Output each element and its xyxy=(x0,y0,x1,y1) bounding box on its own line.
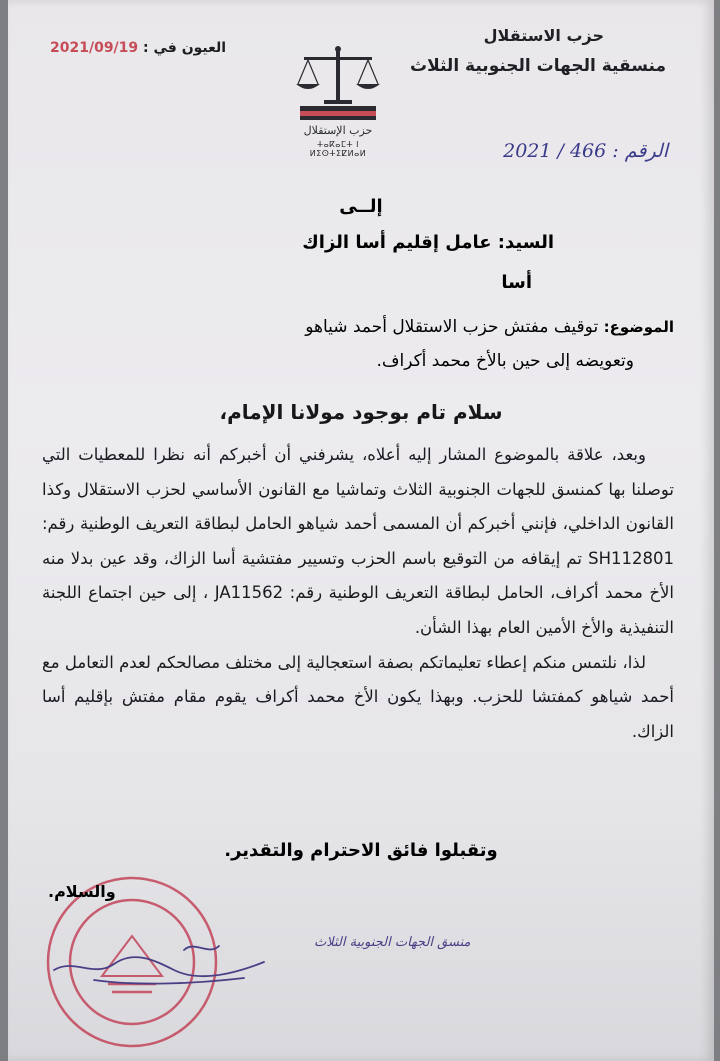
subject-block xyxy=(114,310,674,378)
greeting: سلام تام بوجود مولانا الإمام، xyxy=(219,400,503,424)
subject-label: الموضوع: xyxy=(603,318,674,336)
date-label: العيون في : xyxy=(143,40,227,56)
party-name: حزب الاستقلال xyxy=(483,26,604,45)
signature xyxy=(34,920,471,990)
recipient-name: السيد: عامل إقليم أسا الزاك xyxy=(302,232,554,253)
letter-sheet xyxy=(8,0,714,1061)
closing-line: وتقبلوا فائق الاحترام والتقدير. xyxy=(224,840,498,861)
logo-name-tifinagh: ⵜⴰⴽⴰⵎⵜ ⵏ ⵍⵉⵙⵜⵉⵇⵍⴰⵍ xyxy=(309,140,367,158)
body-paragraph-1: وبعد، علاقة بالموضوع المشار إليه أعلاه، يشرفني أن أخبركم أنه نظرا للمعطيات التي توصلنا بها كمنسق للجهات الجنوبية الثلاث وتماشيا مع القانون الأساسي لحزب الاستقلال وكذا القانون الداخلي، فإنني أخبركم أن المسمى أحمد شياهو الحامل لبطاقة التعريف الوطنية رقم: SH112801 تم إيقافه من التوقيع باسم الحزب وتسيير مفتشية أسا الزاك، وقد عين بدلا منه الأخ محمد أكراف، الحامل لبطاقة التعريف الوطنية رقم: JA11562 ، إلى حين اجتماع اللجنة التنفيذية والأخ الأمين العام بهذا الشأن. xyxy=(42,445,674,637)
body-paragraph-2: لذا، نلتمس منكم إعطاء تعليماتكم بصفة استعجالية إلى مختلف مصالحكم لعدم التعامل مع أحمد شياهو كمفتشا للحزب. وبهذا يكون الأخ محمد أكراف يقوم مقام مفتش بإقليم أسا الزاك. xyxy=(42,652,674,741)
date-value: 2021/09/19 xyxy=(50,40,139,56)
subject-line-2: وتعويضه إلى حين بالأخ محمد أكراف. xyxy=(376,351,634,371)
recipient-heading: إلــى xyxy=(339,196,383,217)
subject-line-1: توقيف مفتش حزب الاستقلال أحمد شياهو xyxy=(305,317,599,337)
signature-title: منسق الجهات الجنوبية الثلاث xyxy=(314,935,471,950)
logo-name-arabic: حزب الإستقلال xyxy=(303,124,373,137)
date-line xyxy=(40,40,226,56)
recipient-city: أسا xyxy=(501,272,532,293)
region-name: منسقية الجهات الجنوبية الثلاث xyxy=(410,56,666,76)
letter-body xyxy=(42,438,674,749)
reference-number: الرقم : 466 / 2021 xyxy=(503,140,668,162)
farewell: والسلام. xyxy=(48,882,116,901)
